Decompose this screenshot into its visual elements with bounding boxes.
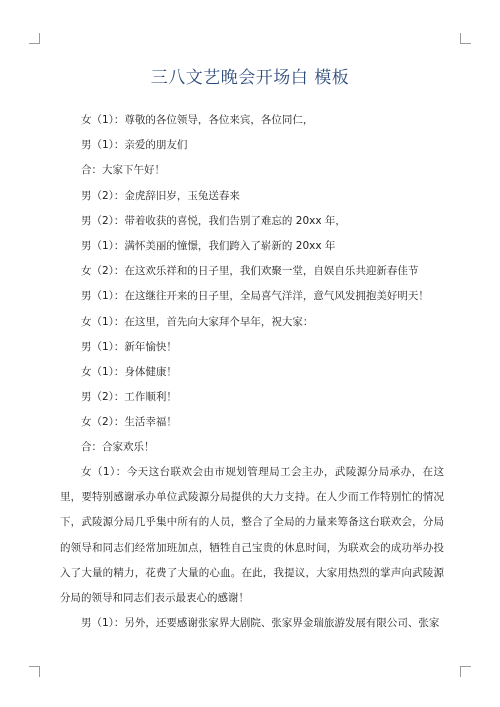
script-line: 男（1）：亲爱的朋友们 xyxy=(81,139,188,152)
body-paragraph: 女（1）：今天这台联欢会由市规划管理局工会主办，武陵源分局承办，在这里，要特别感谢承办单位武陵源分局提供的大力支持。在人少而工作特别忙的情况下，武陵源分局几乎集中所有的人员，整合了全局的力量来筹备这台联欢会，分局的领导和同志们经常加班加点，牺牲自己宝贵的休息时间，为联欢会的成功举办投入了大量的精力，花费了大量的心血。在此，我提议，大家用热烈的掌声向武陵源分局的领导和同志们表示最衷心的感谢！ xyxy=(60,466,444,605)
body-paragraph-continued: 男（1）：另外，还要感谢张家界大剧院、张家界金瑞旅游发展有限公司、张家 xyxy=(81,617,440,630)
page-corner-mark-top-left xyxy=(29,33,40,44)
script-line: 女（2）：在这欢乐祥和的日子里，我们欢聚一堂，自娱自乐共迎新春佳节 xyxy=(81,265,419,278)
script-line: 男（2）：带着收获的喜悦，我们告别了难忘的 20xx 年， xyxy=(81,214,346,227)
script-line: 女（1）：尊敬的各位领导，各位来宾，各位同仁， xyxy=(81,114,314,126)
script-line: 合：大家下午好！ xyxy=(81,164,165,177)
page-corner-mark-top-right xyxy=(460,33,471,44)
page-corner-mark-bottom-right xyxy=(460,666,471,677)
script-line: 男（1）：在这继往开来的日子里，全局喜气洋洋，意气风发拥抱美好明天！ xyxy=(81,290,429,303)
script-line: 女（1）：在这里，首先向大家拜个早年，祝大家： xyxy=(81,315,314,328)
document-body xyxy=(60,113,444,636)
script-line: 女（2）：生活幸福！ xyxy=(81,416,177,429)
document-title: 三八文艺晚会开场白 模板 xyxy=(150,68,350,88)
script-line: 女（1）：身体健康！ xyxy=(81,365,177,378)
script-line: 男（1）：满怀美丽的憧憬，我们跨入了崭新的 20xx 年 xyxy=(81,239,336,252)
script-line: 男（2）：工作顺利！ xyxy=(81,391,177,404)
script-line: 合：合家欢乐！ xyxy=(81,441,155,454)
script-line: 男（1）：新年愉快！ xyxy=(81,340,177,353)
page-corner-mark-bottom-left xyxy=(29,666,40,677)
script-line: 男（2）：金虎辞旧岁，玉兔送春来 xyxy=(81,189,240,202)
